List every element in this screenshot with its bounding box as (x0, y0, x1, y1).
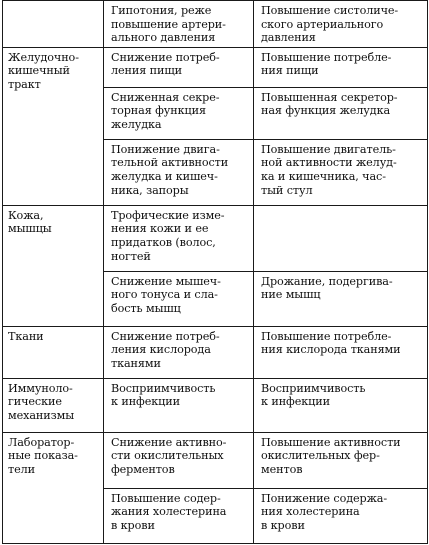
hypo-cell: Сниженная секре- торная функция желудка (104, 87, 254, 139)
category-cell: Желудочно- кишечный тракт (3, 47, 104, 205)
table-row (3, 432, 428, 488)
table-row (3, 47, 428, 87)
category-cell: Ткани (3, 326, 104, 378)
hypo-cell: Снижение потреб- ления кислорода тканями (104, 326, 254, 378)
hypo-cell: Снижение активно- сти окислительных ферментов (104, 432, 254, 488)
hyper-cell: Дрожание, подергива- ние мышц (254, 271, 428, 326)
hyper-cell: Повышение потребле- ния пищи (254, 47, 428, 87)
category-cell (3, 1, 104, 48)
hypo-cell: Повышение содер- жания холестерина в крови (104, 488, 254, 543)
hyper-cell: Восприимчивость к инфекции (254, 378, 428, 432)
hyper-cell: Повышенная секретор- ная функция желудка (254, 87, 428, 139)
hypo-cell: Трофические изме- нения кожи и ее придатков (волос, ногтей (104, 205, 254, 271)
hyper-cell: Повышение активности окислительных фер- ментов (254, 432, 428, 488)
hypo-cell: Снижение потреб- ления пищи (104, 47, 254, 87)
category-cell: Иммуноло- гические механизмы (3, 378, 104, 432)
hypo-cell: Понижение двига- тельной активности желудка и кишеч- ника, запоры (104, 139, 254, 205)
table-row (3, 205, 428, 271)
hypo-cell: Гипотония, реже повышение артери- ального давления (104, 1, 254, 48)
table-row (3, 326, 428, 378)
table-row (3, 378, 428, 432)
hyper-cell: Понижение содержа- ния холестерина в крови (254, 488, 428, 543)
hyper-cell (254, 205, 428, 271)
comparison-table (2, 0, 428, 544)
hyper-cell: Повышение двигатель- ной активности желуд- ка и кишечника, час- тый стул (254, 139, 428, 205)
hypo-cell: Восприимчивость к инфекции (104, 378, 254, 432)
category-cell: Лаборатор- ные показа- тели (3, 432, 104, 543)
category-cell: Кожа, мышцы (3, 205, 104, 326)
hyper-cell: Повышение систоличе- ского артериального давления (254, 1, 428, 48)
hyper-cell: Повышение потребле- ния кислорода тканями (254, 326, 428, 378)
hypo-cell: Снижение мышеч- ного тонуса и сла- бость мышц (104, 271, 254, 326)
table-row (3, 1, 428, 48)
